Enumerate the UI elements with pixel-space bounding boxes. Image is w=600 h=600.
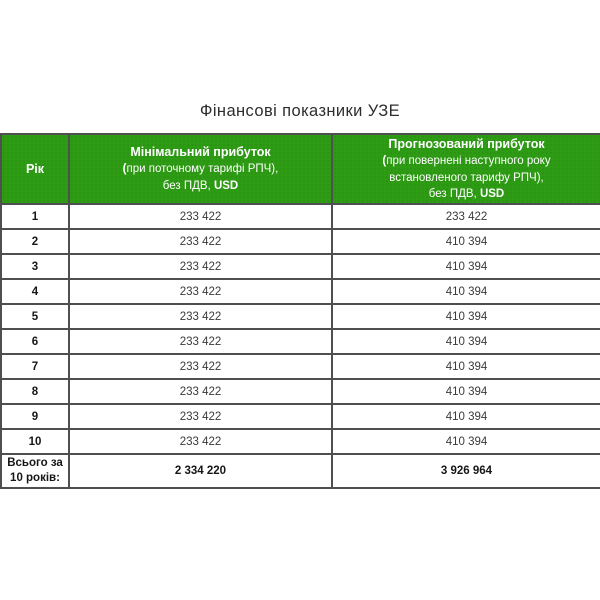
header-forecast-subtitle-2: встановленого тарифу РПЧ), <box>389 171 544 184</box>
forecast-profit-cell: 410 394 <box>332 254 600 279</box>
header-forecast-title: Прогнозований прибуток <box>388 137 545 151</box>
forecast-profit-cell: 410 394 <box>332 354 600 379</box>
table-header <box>1 134 600 204</box>
year-cell: 5 <box>1 304 69 329</box>
min-profit-cell: 233 422 <box>69 204 332 229</box>
forecast-profit-cell: 410 394 <box>332 279 600 304</box>
header-cell-min-profit <box>69 134 332 204</box>
min-profit-cell: 233 422 <box>69 254 332 279</box>
forecast-profit-cell: 410 394 <box>332 304 600 329</box>
header-forecast-subtitle-1: (при повернені наступного року <box>382 155 551 168</box>
table-row <box>1 379 600 404</box>
min-profit-cell: 233 422 <box>69 279 332 304</box>
forecast-profit-cell: 233 422 <box>332 204 600 229</box>
header-min-subtitle: (при поточному тарифі РПЧ), <box>122 163 279 176</box>
table-row <box>1 354 600 379</box>
year-cell: 4 <box>1 279 69 304</box>
table-row <box>1 279 600 304</box>
forecast-profit-cell: 410 394 <box>332 404 600 429</box>
min-profit-cell: 233 422 <box>69 329 332 354</box>
year-cell: 6 <box>1 329 69 354</box>
year-cell: 8 <box>1 379 69 404</box>
min-profit-cell: 233 422 <box>69 304 332 329</box>
forecast-profit-cell: 410 394 <box>332 429 600 454</box>
table-row <box>1 329 600 354</box>
min-profit-cell: 233 422 <box>69 229 332 254</box>
min-profit-cell: 233 422 <box>69 354 332 379</box>
year-cell: 9 <box>1 404 69 429</box>
table-body <box>1 204 600 488</box>
total-row <box>1 454 600 488</box>
forecast-profit-cell: 410 394 <box>332 329 600 354</box>
total-label-line2: 10 років: <box>10 472 60 485</box>
header-cell-forecast-profit <box>332 134 600 204</box>
table-row <box>1 254 600 279</box>
financial-indicators-table <box>0 133 600 489</box>
year-cell: 2 <box>1 229 69 254</box>
min-profit-cell: 233 422 <box>69 429 332 454</box>
forecast-profit-cell: 410 394 <box>332 229 600 254</box>
year-cell: 1 <box>1 204 69 229</box>
header-cell-year: Рік <box>1 134 69 204</box>
total-label-line1: Всього за <box>7 456 63 469</box>
min-profit-cell: 233 422 <box>69 404 332 429</box>
header-forecast-currency: без ПДВ, USD <box>428 188 505 201</box>
table-row <box>1 429 600 454</box>
page-title: Фінансові показники УЗЕ <box>199 102 401 120</box>
header-min-currency: без ПДВ, USD <box>162 180 239 193</box>
total-label-cell <box>1 454 69 488</box>
table-row <box>1 404 600 429</box>
year-cell: 7 <box>1 354 69 379</box>
min-profit-cell: 233 422 <box>69 379 332 404</box>
table-row <box>1 304 600 329</box>
year-cell: 3 <box>1 254 69 279</box>
header-row <box>1 134 600 204</box>
total-min-profit-cell: 2 334 220 <box>69 454 332 488</box>
header-min-title: Мінімальний прибуток <box>130 145 271 160</box>
table-row <box>1 204 600 229</box>
year-cell: 10 <box>1 429 69 454</box>
table-row <box>1 229 600 254</box>
forecast-profit-cell: 410 394 <box>332 379 600 404</box>
total-forecast-profit-cell: 3 926 964 <box>332 454 600 488</box>
